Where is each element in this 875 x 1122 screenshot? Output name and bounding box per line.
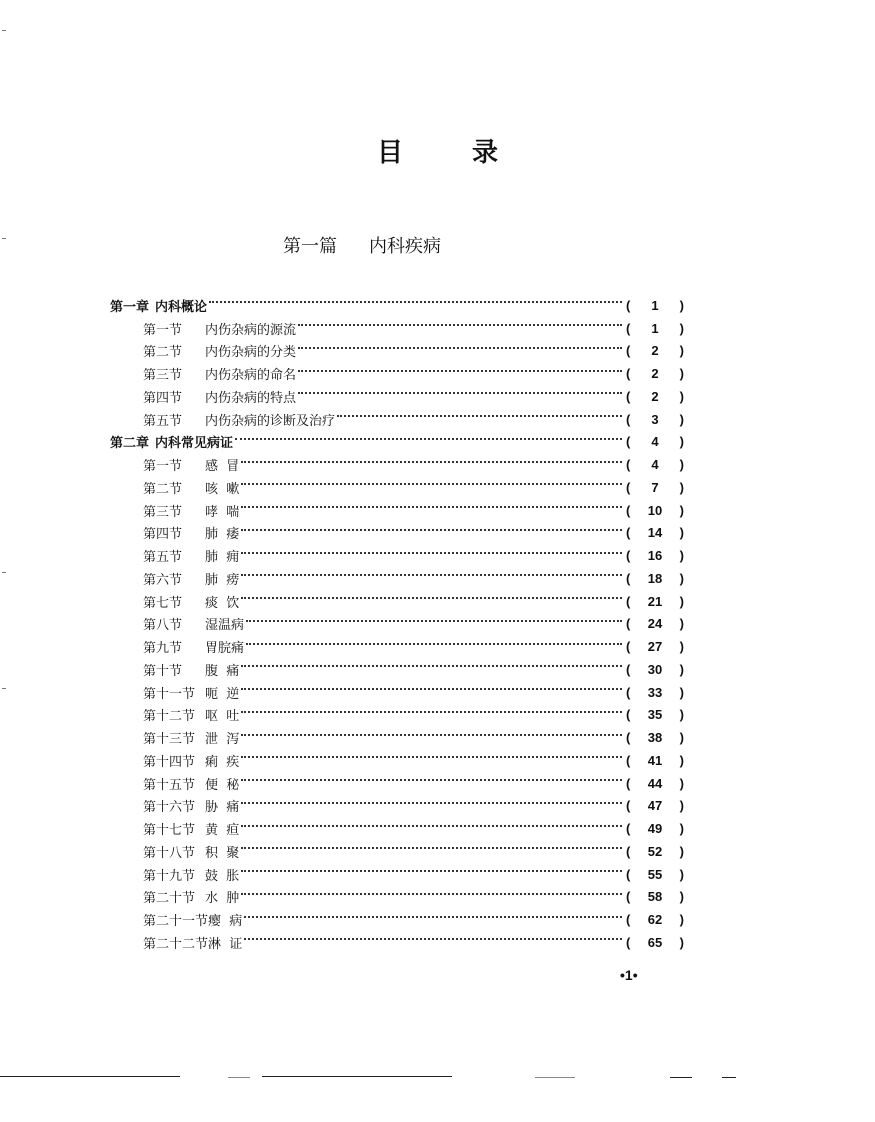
toc-page <box>626 321 684 336</box>
dot-leader <box>241 711 622 713</box>
toc-page-number: 21 <box>647 593 663 609</box>
close-paren: ) <box>679 775 684 791</box>
toc-page <box>626 844 684 859</box>
toc-title: 痢 疾 <box>205 754 240 770</box>
open-paren: ( <box>626 661 631 677</box>
dot-leader <box>244 938 622 940</box>
open-paren: ( <box>626 889 631 905</box>
dot-leader <box>241 802 622 804</box>
toc-label: 第十一节 <box>143 686 196 702</box>
toc-page-number: 18 <box>647 570 663 586</box>
toc-section-row[interactable] <box>110 886 684 909</box>
close-paren: ) <box>679 661 684 677</box>
table-of-contents <box>110 294 684 954</box>
toc-page-number: 10 <box>647 502 663 518</box>
toc-page <box>626 571 684 586</box>
close-paren: ) <box>679 843 684 859</box>
dot-leader <box>337 415 622 417</box>
toc-title: 鼓 胀 <box>205 868 240 884</box>
dot-leader <box>298 392 622 394</box>
toc-chapter-row[interactable] <box>110 431 684 454</box>
toc-page-number: 30 <box>647 661 663 677</box>
toc-label: 第一章 <box>110 299 150 315</box>
part-name: 内科疾病 <box>369 236 441 257</box>
dot-leader <box>241 483 622 485</box>
close-paren: ) <box>679 616 684 632</box>
page-number: •1• <box>620 967 638 983</box>
toc-label: 第十节 <box>143 663 183 679</box>
toc-section-row[interactable] <box>110 772 684 795</box>
dot-leader <box>241 870 622 872</box>
toc-page <box>626 730 684 745</box>
close-paren: ) <box>679 502 684 518</box>
toc-page-number: 35 <box>647 707 663 723</box>
open-paren: ( <box>626 775 631 791</box>
open-paren: ( <box>626 684 631 700</box>
toc-section-row[interactable] <box>110 522 684 545</box>
toc-title: 内科常见病证 <box>155 436 234 452</box>
toc-page <box>626 753 684 768</box>
toc-page <box>626 935 684 950</box>
toc-page <box>626 366 684 381</box>
toc-page <box>626 298 684 313</box>
dot-leader <box>241 529 622 531</box>
toc-page <box>626 821 684 836</box>
toc-label: 第二十二节 <box>143 936 209 952</box>
toc-page <box>626 685 684 700</box>
toc-page-number: 2 <box>651 343 659 359</box>
dot-leader <box>241 506 622 508</box>
toc-page <box>626 707 684 722</box>
close-paren: ) <box>679 343 684 359</box>
dot-leader <box>298 347 622 349</box>
dot-leader <box>241 461 622 463</box>
dot-leader <box>241 734 622 736</box>
toc-label: 第六节 <box>143 572 183 588</box>
toc-page <box>626 548 684 563</box>
toc-section-row[interactable] <box>110 317 684 340</box>
close-paren: ) <box>679 366 684 382</box>
toc-label: 第一节 <box>143 322 183 338</box>
toc-label: 第四节 <box>143 390 183 406</box>
toc-section-row[interactable] <box>110 453 684 476</box>
toc-page-number: 4 <box>651 457 659 473</box>
open-paren: ( <box>626 388 631 404</box>
part-heading <box>283 232 441 258</box>
dot-leader <box>241 597 622 599</box>
toc-page <box>626 889 684 904</box>
toc-label: 第二十一节 <box>143 914 209 930</box>
toc-section-row[interactable] <box>110 362 684 385</box>
scan-artifact-line <box>722 1077 736 1078</box>
toc-section-row[interactable] <box>110 476 684 499</box>
toc-title: 水 肿 <box>205 891 240 907</box>
toc-page-number: 65 <box>647 934 663 950</box>
dot-leader <box>241 893 622 895</box>
toc-section-row[interactable] <box>110 635 684 658</box>
open-paren: ( <box>626 366 631 382</box>
open-paren: ( <box>626 821 631 837</box>
toc-label: 第十三节 <box>143 732 196 748</box>
toc-page-number: 27 <box>647 639 663 655</box>
toc-label: 第九节 <box>143 641 183 657</box>
toc-title: 内伤杂病的诊断及治疗 <box>205 413 336 429</box>
toc-section-row[interactable] <box>110 749 684 772</box>
toc-label: 第五节 <box>143 413 183 429</box>
close-paren: ) <box>679 912 684 928</box>
toc-page <box>626 639 684 654</box>
toc-page-number: 2 <box>651 366 659 382</box>
toc-label: 第八节 <box>143 618 183 634</box>
close-paren: ) <box>679 821 684 837</box>
toc-label: 第四节 <box>143 527 183 543</box>
scan-artifact-line <box>0 1076 180 1077</box>
toc-label: 第十二节 <box>143 709 196 725</box>
page-title: 目 录 <box>376 138 529 168</box>
toc-page <box>626 662 684 677</box>
toc-title: 便 秘 <box>205 777 240 793</box>
open-paren: ( <box>626 752 631 768</box>
toc-title: 内伤杂病的源流 <box>205 322 297 338</box>
toc-label: 第七节 <box>143 595 183 611</box>
toc-page <box>626 434 684 449</box>
toc-section-row[interactable] <box>110 613 684 636</box>
open-paren: ( <box>626 548 631 564</box>
close-paren: ) <box>679 548 684 564</box>
toc-page-number: 7 <box>651 479 659 495</box>
dot-leader <box>246 620 622 622</box>
dot-leader <box>298 370 622 372</box>
toc-page-number: 24 <box>647 616 663 632</box>
toc-section-row[interactable] <box>110 340 684 363</box>
close-paren: ) <box>679 639 684 655</box>
toc-section-row[interactable] <box>110 408 684 431</box>
toc-label: 第十九节 <box>143 868 196 884</box>
toc-title: 痰 饮 <box>205 595 240 611</box>
close-paren: ) <box>679 525 684 541</box>
dot-leader <box>241 552 622 554</box>
toc-section-row[interactable] <box>110 590 684 613</box>
toc-title: 内伤杂病的命名 <box>205 368 297 384</box>
open-paren: ( <box>626 639 631 655</box>
open-paren: ( <box>626 707 631 723</box>
toc-section-row[interactable] <box>110 499 684 522</box>
close-paren: ) <box>679 934 684 950</box>
toc-label: 第二节 <box>143 481 183 497</box>
dot-leader <box>244 916 622 918</box>
toc-label: 第二十节 <box>143 891 196 907</box>
open-paren: ( <box>626 934 631 950</box>
scan-artifact-mark <box>2 688 6 689</box>
toc-page-number: 2 <box>651 388 659 404</box>
toc-title: 胁 痛 <box>205 800 240 816</box>
scan-artifact-mark <box>2 30 6 31</box>
toc-title: 肺 痨 <box>205 572 240 588</box>
close-paren: ) <box>679 752 684 768</box>
scan-artifact-line <box>228 1077 250 1078</box>
toc-page-number: 38 <box>647 730 663 746</box>
toc-title: 哮 喘 <box>205 504 240 520</box>
toc-label: 第五节 <box>143 550 183 566</box>
close-paren: ) <box>679 320 684 336</box>
toc-page-number: 16 <box>647 548 663 564</box>
toc-page-number: 33 <box>647 684 663 700</box>
toc-title: 呕 吐 <box>205 709 240 725</box>
close-paren: ) <box>679 297 684 313</box>
close-paren: ) <box>679 457 684 473</box>
close-paren: ) <box>679 434 684 450</box>
toc-section-row[interactable] <box>110 908 684 931</box>
toc-page-number: 1 <box>651 320 659 336</box>
open-paren: ( <box>626 411 631 427</box>
dot-leader <box>241 688 622 690</box>
toc-section-row[interactable] <box>110 704 684 727</box>
toc-title: 肺 痿 <box>205 527 240 543</box>
open-paren: ( <box>626 502 631 518</box>
toc-page <box>626 389 684 404</box>
toc-title: 呃 逆 <box>205 686 240 702</box>
dot-leader <box>235 438 622 440</box>
toc-label: 第二章 <box>110 436 150 452</box>
toc-title: 黄 疸 <box>205 823 240 839</box>
close-paren: ) <box>679 479 684 495</box>
toc-page <box>626 457 684 472</box>
open-paren: ( <box>626 912 631 928</box>
toc-title: 咳 嗽 <box>205 481 240 497</box>
toc-title: 内伤杂病的分类 <box>205 345 297 361</box>
toc-section-row[interactable] <box>110 817 684 840</box>
close-paren: ) <box>679 889 684 905</box>
toc-title: 泄 泻 <box>205 732 240 748</box>
close-paren: ) <box>679 866 684 882</box>
toc-page-number: 55 <box>647 866 663 882</box>
dot-leader <box>241 847 622 849</box>
toc-page <box>626 594 684 609</box>
toc-page <box>626 776 684 791</box>
toc-page <box>626 525 684 540</box>
toc-page-number: 41 <box>647 752 663 768</box>
toc-section-row[interactable] <box>110 726 684 749</box>
open-paren: ( <box>626 798 631 814</box>
close-paren: ) <box>679 570 684 586</box>
toc-section-row[interactable] <box>110 544 684 567</box>
toc-page <box>626 867 684 882</box>
toc-label: 第十六节 <box>143 800 196 816</box>
toc-section-row[interactable] <box>110 658 684 681</box>
scan-artifact-line <box>670 1077 692 1078</box>
toc-page-number: 62 <box>647 912 663 928</box>
dot-leader <box>241 665 622 667</box>
toc-page-number: 52 <box>647 843 663 859</box>
toc-label: 第十七节 <box>143 823 196 839</box>
close-paren: ) <box>679 707 684 723</box>
toc-page-number: 4 <box>651 434 659 450</box>
open-paren: ( <box>626 843 631 859</box>
open-paren: ( <box>626 866 631 882</box>
close-paren: ) <box>679 798 684 814</box>
open-paren: ( <box>626 479 631 495</box>
toc-page-number: 58 <box>647 889 663 905</box>
close-paren: ) <box>679 730 684 746</box>
toc-label: 第二节 <box>143 345 183 361</box>
scan-artifact-line <box>535 1077 575 1078</box>
open-paren: ( <box>626 343 631 359</box>
toc-page <box>626 616 684 631</box>
toc-page <box>626 412 684 427</box>
toc-chapter-row[interactable] <box>110 294 684 317</box>
toc-section-row[interactable] <box>110 863 684 886</box>
toc-label: 第三节 <box>143 504 183 520</box>
open-paren: ( <box>626 297 631 313</box>
open-paren: ( <box>626 570 631 586</box>
toc-page-number: 49 <box>647 821 663 837</box>
open-paren: ( <box>626 593 631 609</box>
open-paren: ( <box>626 525 631 541</box>
dot-leader <box>241 574 622 576</box>
toc-label: 第一节 <box>143 459 183 475</box>
open-paren: ( <box>626 434 631 450</box>
close-paren: ) <box>679 388 684 404</box>
toc-section-row[interactable] <box>110 795 684 818</box>
close-paren: ) <box>679 684 684 700</box>
toc-section-row[interactable] <box>110 681 684 704</box>
scan-artifact-line <box>262 1076 452 1077</box>
toc-page <box>626 798 684 813</box>
toc-title: 淋 证 <box>208 936 243 952</box>
toc-page <box>626 503 684 518</box>
toc-section-row[interactable] <box>110 840 684 863</box>
scan-artifact-mark <box>2 238 6 239</box>
scan-artifact-mark <box>2 572 6 573</box>
toc-section-row[interactable] <box>110 567 684 590</box>
close-paren: ) <box>679 593 684 609</box>
toc-page <box>626 480 684 495</box>
toc-page-number: 47 <box>647 798 663 814</box>
dot-leader <box>209 301 622 303</box>
toc-page <box>626 912 684 927</box>
close-paren: ) <box>679 411 684 427</box>
toc-title: 瘿 病 <box>208 914 243 930</box>
dot-leader <box>241 779 622 781</box>
dot-leader <box>241 825 622 827</box>
open-paren: ( <box>626 730 631 746</box>
toc-label: 第十五节 <box>143 777 196 793</box>
toc-title: 积 聚 <box>205 845 240 861</box>
toc-section-row[interactable] <box>110 385 684 408</box>
toc-title: 感 冒 <box>205 459 240 475</box>
toc-label: 第十四节 <box>143 754 196 770</box>
toc-title: 内科概论 <box>155 299 208 315</box>
toc-label: 第三节 <box>143 368 183 384</box>
toc-page <box>626 343 684 358</box>
part-label: 第一篇 <box>283 236 337 257</box>
toc-title: 湿温病 <box>205 618 245 634</box>
toc-title: 内伤杂病的特点 <box>205 390 297 406</box>
toc-page-number: 3 <box>651 411 659 427</box>
dot-leader <box>246 643 622 645</box>
toc-page-number: 1 <box>651 297 659 313</box>
toc-label: 第十八节 <box>143 845 196 861</box>
toc-title: 腹 痛 <box>205 663 240 679</box>
toc-title: 肺 痈 <box>205 550 240 566</box>
dot-leader <box>241 756 622 758</box>
toc-section-row[interactable] <box>110 931 684 954</box>
toc-page-number: 44 <box>647 775 663 791</box>
toc-title: 胃脘痛 <box>205 641 245 657</box>
toc-page-number: 14 <box>647 525 663 541</box>
dot-leader <box>298 324 622 326</box>
open-paren: ( <box>626 320 631 336</box>
open-paren: ( <box>626 616 631 632</box>
open-paren: ( <box>626 457 631 473</box>
